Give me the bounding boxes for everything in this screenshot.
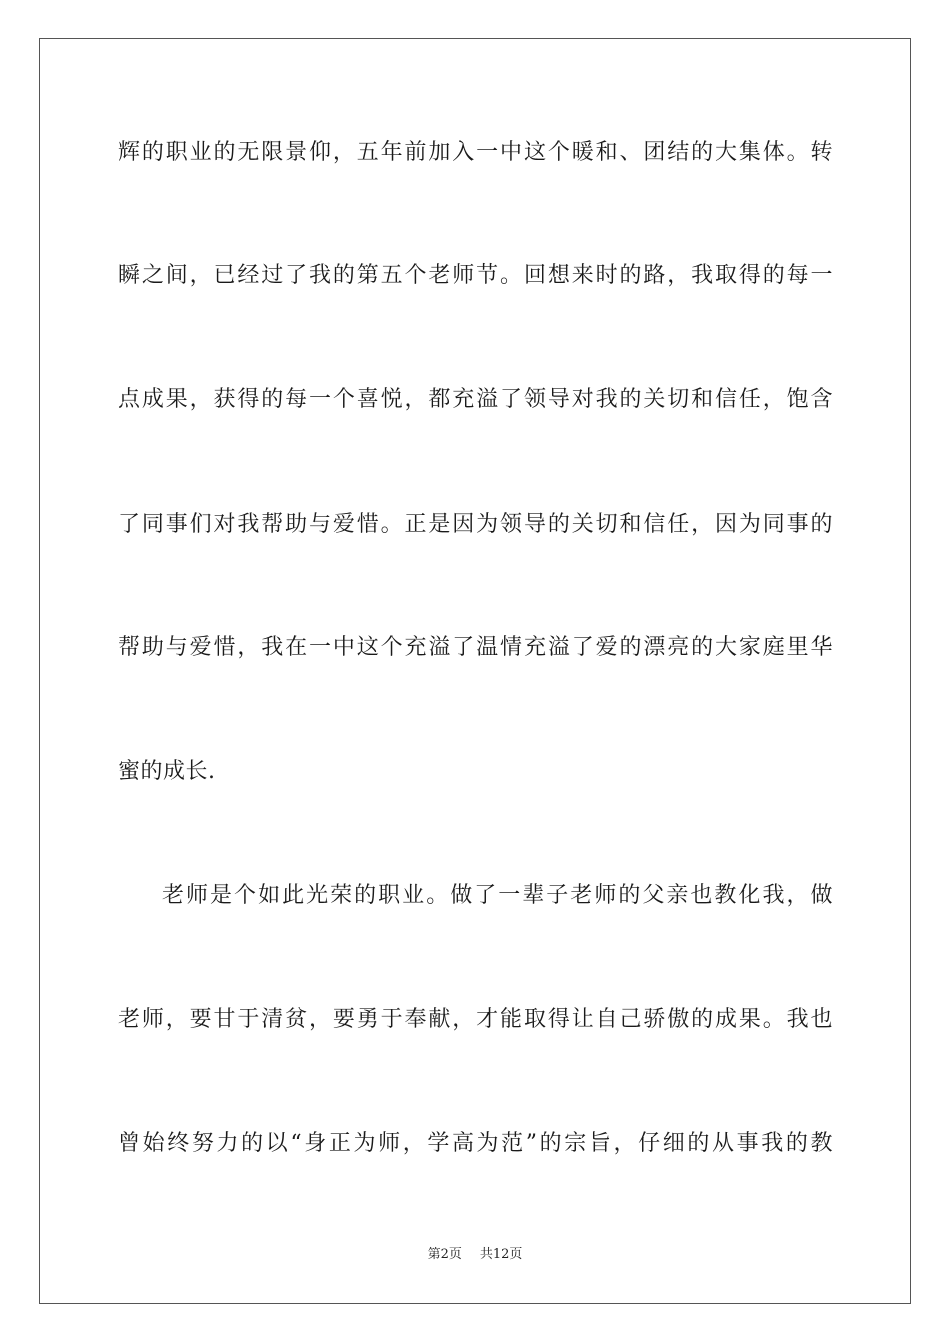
paragraph-2-line-2: 老师，要甘于清贫，要勇于奉献，才能取得让自己骄傲的成果。我也 [118,1007,833,1032]
paragraph-1-line-3: 点成果，获得的每一个喜悦，都充溢了领导对我的关切和信任，饱含 [118,387,833,412]
page-number: 第2页 [427,1247,462,1262]
paragraph-2-line-3: 曾始终努力的以“身正为师，学高为范”的宗旨，仔细的从事我的教 [118,1131,833,1156]
page-border [39,38,911,1304]
page-total: 共12页 [479,1247,523,1262]
paragraph-1-line-2: 瞬之间，已经过了我的第五个老师节。回想来时的路，我取得的每一 [118,263,833,288]
page-footer [0,1246,950,1264]
paragraph-1-line-1: 辉的职业的无限景仰，五年前加入一中这个暖和、团结的大集体。转 [118,140,833,165]
paragraph-1-line-4: 了同事们对我帮助与爱惜。正是因为领导的关切和信任，因为同事的 [118,512,833,537]
paragraph-1-line-5: 帮助与爱惜，我在一中这个充溢了温情充溢了爱的漂亮的大家庭里华 [118,635,833,660]
paragraph-2-line-1: 老师是个如此光荣的职业。做了一辈子老师的父亲也教化我，做 [162,883,833,908]
paragraph-1-line-6: 蜜的成长. [118,759,216,784]
